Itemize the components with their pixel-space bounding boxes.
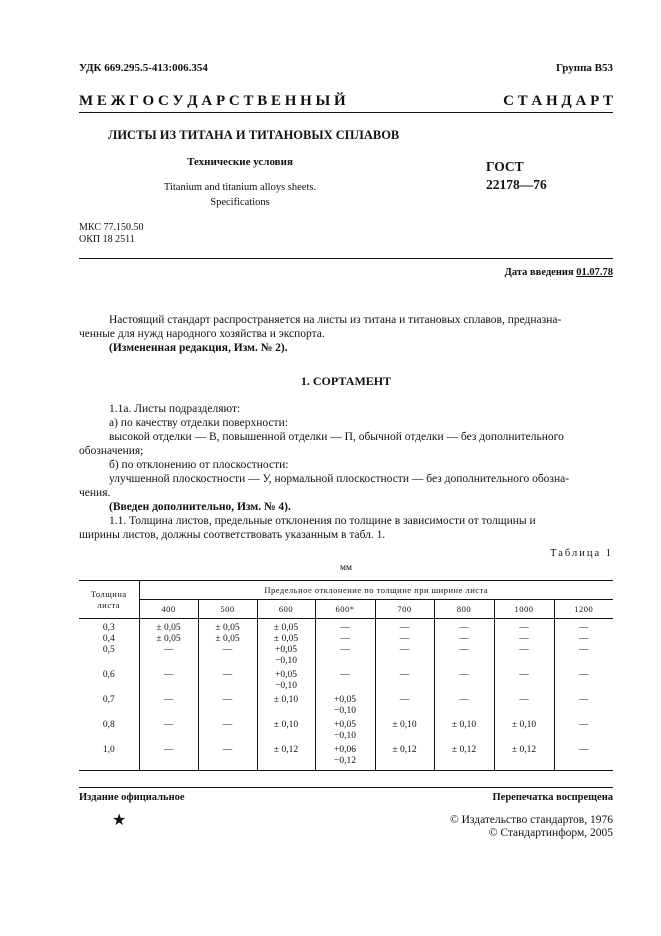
- document-subtitle: Технические условия: [187, 156, 293, 168]
- tolerance-cell: —: [554, 720, 613, 745]
- classification-codes: [79, 222, 143, 246]
- width-header-6: 800: [434, 600, 494, 619]
- mks-code: МКС 77.150.50: [79, 222, 144, 233]
- tolerance-cell: —: [375, 619, 434, 635]
- table-row: [79, 645, 613, 670]
- document-title: ЛИСТЫ ИЗ ТИТАНА И ТИТАНОВЫХ СПЛАВОВ: [108, 128, 400, 142]
- thickness-header: Толщина листа: [79, 581, 139, 619]
- tolerance-cell: —: [198, 745, 257, 771]
- english-title: [140, 180, 340, 210]
- reprint-prohibited: Перепечатка воспрещена: [492, 792, 613, 803]
- table-row: [79, 670, 613, 695]
- tolerance-cell: —: [315, 670, 375, 695]
- tolerance-cell: —: [139, 645, 198, 670]
- tolerance-cell: ± 0,10: [375, 720, 434, 745]
- tolerance-cell: ± 0,05: [257, 619, 315, 635]
- clause-1-1a-item-a: а) по качеству отделки поверхности:: [109, 417, 288, 429]
- banner-word-2: С Т А Н Д А Р Т: [503, 93, 613, 109]
- tolerance-cell: +0,05 −0,10: [315, 695, 375, 720]
- tolerance-cell: —: [315, 619, 375, 635]
- width-header-4: 600*: [315, 600, 375, 619]
- thickness-cell: 0,3: [102, 623, 115, 633]
- tolerance-cell: —: [554, 645, 613, 670]
- tolerance-cell: ± 0,05: [198, 619, 257, 635]
- gost-code: 22178—76: [486, 177, 547, 192]
- tolerance-cell: ± 0,10: [494, 720, 554, 745]
- tolerance-cell: —: [315, 645, 375, 670]
- table-body: [79, 619, 613, 771]
- interstate-standard-banner: [79, 93, 613, 110]
- english-title-line-2: Specifications: [210, 197, 270, 208]
- tolerance-cell: —: [494, 619, 554, 635]
- clause-1-1a-item-b-text-1: улучшенной плоскостности — У, нормальной плоскостности — без дополнительного обозна-: [109, 473, 570, 485]
- date-value: 01.07.78: [576, 267, 613, 278]
- tolerance-cell: —: [434, 645, 494, 670]
- official-edition: Издание официальное: [79, 792, 185, 803]
- group-code: Группа В53: [555, 62, 613, 74]
- tolerance-cell: —: [494, 634, 554, 645]
- tolerance-cell: —: [198, 670, 257, 695]
- tolerance-cell: —: [139, 670, 198, 695]
- thickness-tolerance-table: [79, 580, 613, 771]
- copyright-line-1: © Издательство стандартов, 1976: [449, 814, 613, 826]
- thickness-cell: 0,5: [102, 645, 115, 655]
- tolerance-cell: —: [494, 670, 554, 695]
- table-row: [79, 695, 613, 720]
- gost-label: ГОСТ: [486, 159, 524, 174]
- thickness-cell: 1,0: [102, 745, 115, 755]
- tolerance-cell: —: [198, 695, 257, 720]
- thickness-cell: 0,6: [102, 670, 115, 680]
- header-rule: [79, 258, 613, 259]
- banner-rule: [79, 112, 613, 113]
- tolerance-cell: ± 0,12: [494, 745, 554, 771]
- tolerance-cell: —: [434, 619, 494, 635]
- clause-1-1a-item-a-text-1: высокой отделки — В, повышенной отделки — П, обычной отделки — без дополнительного: [109, 431, 564, 443]
- clause-1-1a-item-b: б) по отклонению от плоскостности:: [109, 459, 289, 471]
- width-header-7: 1000: [494, 600, 554, 619]
- tolerance-cell: ± 0,10: [257, 695, 315, 720]
- tolerance-cell: ± 0,12: [434, 745, 494, 771]
- tolerance-cell: —: [554, 670, 613, 695]
- tolerance-cell: +0,06 −0,12: [315, 745, 375, 771]
- width-header-1: 400: [139, 600, 198, 619]
- thickness-cell: 0,8: [102, 720, 115, 730]
- intro-line-2: ченные для нужд народного хозяйства и экспорта.: [79, 328, 325, 340]
- tolerance-cell: ± 0,05: [257, 634, 315, 645]
- introduction-date: [505, 267, 613, 278]
- tolerance-cell: —: [434, 695, 494, 720]
- tolerance-cell: —: [494, 695, 554, 720]
- udc-code: УДК 669.295.5-413:006.354: [79, 62, 208, 74]
- tolerance-cell: —: [198, 645, 257, 670]
- star-icon: ★: [112, 812, 127, 829]
- tolerance-cell: —: [434, 634, 494, 645]
- tolerance-cell: —: [139, 720, 198, 745]
- tolerance-cell: ± 0,12: [257, 745, 315, 771]
- okp-code: ОКП 18 2511: [79, 234, 135, 245]
- tolerance-cell: ± 0,05: [139, 634, 198, 645]
- tolerance-cell: ± 0,10: [434, 720, 494, 745]
- table-row: [79, 745, 613, 771]
- clause-1-1a: [79, 402, 613, 542]
- tolerance-group-header: Предельное отклонение по толщине при ширине листа: [139, 581, 613, 600]
- table-row: [79, 720, 613, 745]
- width-header-2: 500: [198, 600, 257, 619]
- width-header-8: 1200: [554, 600, 613, 619]
- thickness-cell: 0,4: [102, 634, 115, 644]
- table-row: [79, 619, 613, 635]
- section-title: 1. СОРТАМЕНТ: [300, 374, 392, 388]
- table-units: мм: [339, 563, 353, 573]
- tolerance-cell: —: [494, 645, 554, 670]
- intro-amendment-note: (Измененная редакция, Изм. № 2).: [109, 342, 288, 354]
- tolerance-cell: ± 0,05: [139, 619, 198, 635]
- clause-1-1a-amendment-note: (Введен дополнительно, Изм. № 4).: [109, 501, 291, 513]
- tolerance-cell: —: [434, 670, 494, 695]
- tolerance-cell: +0,05 −0,10: [257, 670, 315, 695]
- gost-number: [486, 158, 547, 194]
- tolerance-cell: ± 0,10: [257, 720, 315, 745]
- tolerance-cell: —: [375, 670, 434, 695]
- tolerance-cell: —: [554, 695, 613, 720]
- tolerance-cell: ± 0,12: [375, 745, 434, 771]
- clause-1-1a-item-b-text-2: чения.: [79, 487, 111, 499]
- thickness-cell: 0,7: [102, 695, 115, 705]
- copyright-line-2: © Стандартинформ, 2005: [488, 827, 613, 839]
- date-label: Дата введения: [504, 267, 574, 278]
- intro-paragraph: [79, 313, 613, 355]
- tolerance-cell: —: [375, 634, 434, 645]
- table-label: Таблица 1: [550, 548, 613, 559]
- clause-1-1-line-2: ширины листов, должны соответствовать указанным в табл. 1.: [79, 529, 386, 541]
- banner-word-1: М Е Ж Г О С У Д А Р С Т В Е Н Н Ы Й: [79, 93, 346, 109]
- tolerance-cell: —: [139, 745, 198, 771]
- copyright: [450, 814, 613, 840]
- tolerance-cell: —: [139, 695, 198, 720]
- width-header-row: [79, 600, 613, 619]
- clause-1-1a-item-a-text-2: обозначения;: [79, 445, 144, 457]
- intro-line-1: Настоящий стандарт распространяется на листы из титана и титановых сплавов, предназна-: [109, 314, 562, 326]
- tolerance-cell: +0,05 −0,10: [315, 720, 375, 745]
- tolerance-cell: —: [375, 695, 434, 720]
- tolerance-cell: +0,05 −0,10: [257, 645, 315, 670]
- tolerance-cell: —: [375, 645, 434, 670]
- tolerance-cell: —: [315, 634, 375, 645]
- table-row: [79, 634, 613, 645]
- tolerance-cell: —: [554, 634, 613, 645]
- clause-1-1-line-1: 1.1. Толщина листов, предельные отклонения по толщине в зависимости от толщины и: [109, 515, 536, 527]
- tolerance-cell: —: [554, 745, 613, 771]
- clause-1-1a-heading: 1.1а. Листы подразделяют:: [109, 403, 241, 415]
- width-header-3: 600: [257, 600, 315, 619]
- tolerance-cell: —: [554, 619, 613, 635]
- footer-rule: [79, 787, 613, 788]
- width-header-5: 700: [375, 600, 434, 619]
- tolerance-cell: ± 0,05: [198, 634, 257, 645]
- tolerance-cell: —: [198, 720, 257, 745]
- english-title-line-1: Titanium and titanium alloys sheets.: [163, 182, 317, 193]
